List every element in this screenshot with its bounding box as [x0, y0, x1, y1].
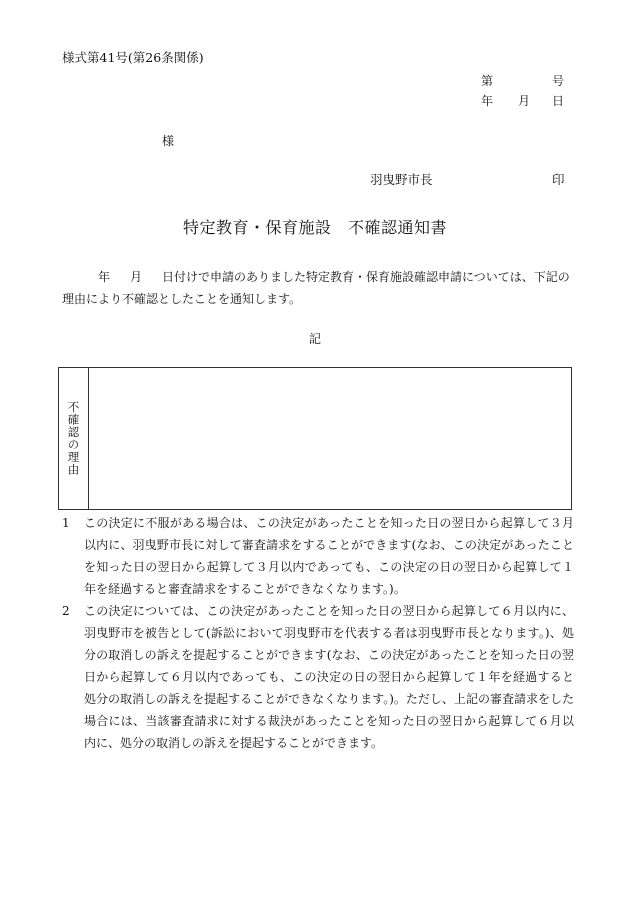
reason-label-cell [59, 368, 89, 509]
ki-heading: 記 [308, 332, 321, 346]
form-number: 様式第41号(第26条関係) [62, 50, 204, 65]
date-day: 日 [552, 94, 565, 108]
note-number: 2 [62, 604, 70, 618]
intro-paragraph [62, 266, 574, 310]
issuer-name: 羽曳野市長 [370, 172, 433, 187]
note-number: 1 [62, 516, 70, 530]
intro-text: 日付けで申請のありました特定教育・保育施設確認申請については、下記の理由により不確認としたことを通知します。 [62, 270, 570, 306]
addressee-suffix: 様 [162, 134, 175, 148]
date-month: 月 [518, 94, 531, 108]
doc-number-suffix: 号 [552, 74, 565, 88]
document-title: 特定教育・保育施設 不確認通知書 [182, 218, 447, 237]
notes-list [62, 512, 574, 754]
doc-number-prefix: 第 [481, 74, 494, 88]
intro-month: 月 [130, 270, 143, 284]
intro-year: 年 [98, 270, 111, 284]
date-year: 年 [481, 94, 494, 108]
note-item [62, 512, 574, 600]
reason-content-cell [89, 368, 571, 509]
reason-label: 不確認の理由 [66, 401, 81, 476]
note-text: この決定については、この決定があったことを知った日の翌日から起算して６月以内に、羽曳野市を被告として(訴訟において羽曳野市を代表する者は羽曳野市長となります。)、処分の取消しの訴えを提起することができます(なお、この決定があったことを知った日の翌日から起算して６月以内であっても、この決定の日の翌日から起算して１年を経過すると処分の取消しの訴えを提起することができなくなります。)。ただし、上記の審査請求をした場合には、当該審査請求に対する裁決があったことを知った日の翌日から起算して６月以内に、処分の取消しの訴えを提起することができます。 [84, 604, 574, 750]
seal-mark: 印 [552, 172, 565, 187]
note-item [62, 600, 574, 754]
reason-table [58, 367, 572, 510]
note-text: この決定に不服がある場合は、この決定があったことを知った日の翌日から起算して３月以内に、羽曳野市長に対して審査請求をすることができます(なお、この決定があったことを知った日の翌日から起算して３月以内であっても、この決定の日の翌日から起算して１年を経過すると審査請求をすることができなくなります。)。 [84, 516, 574, 596]
